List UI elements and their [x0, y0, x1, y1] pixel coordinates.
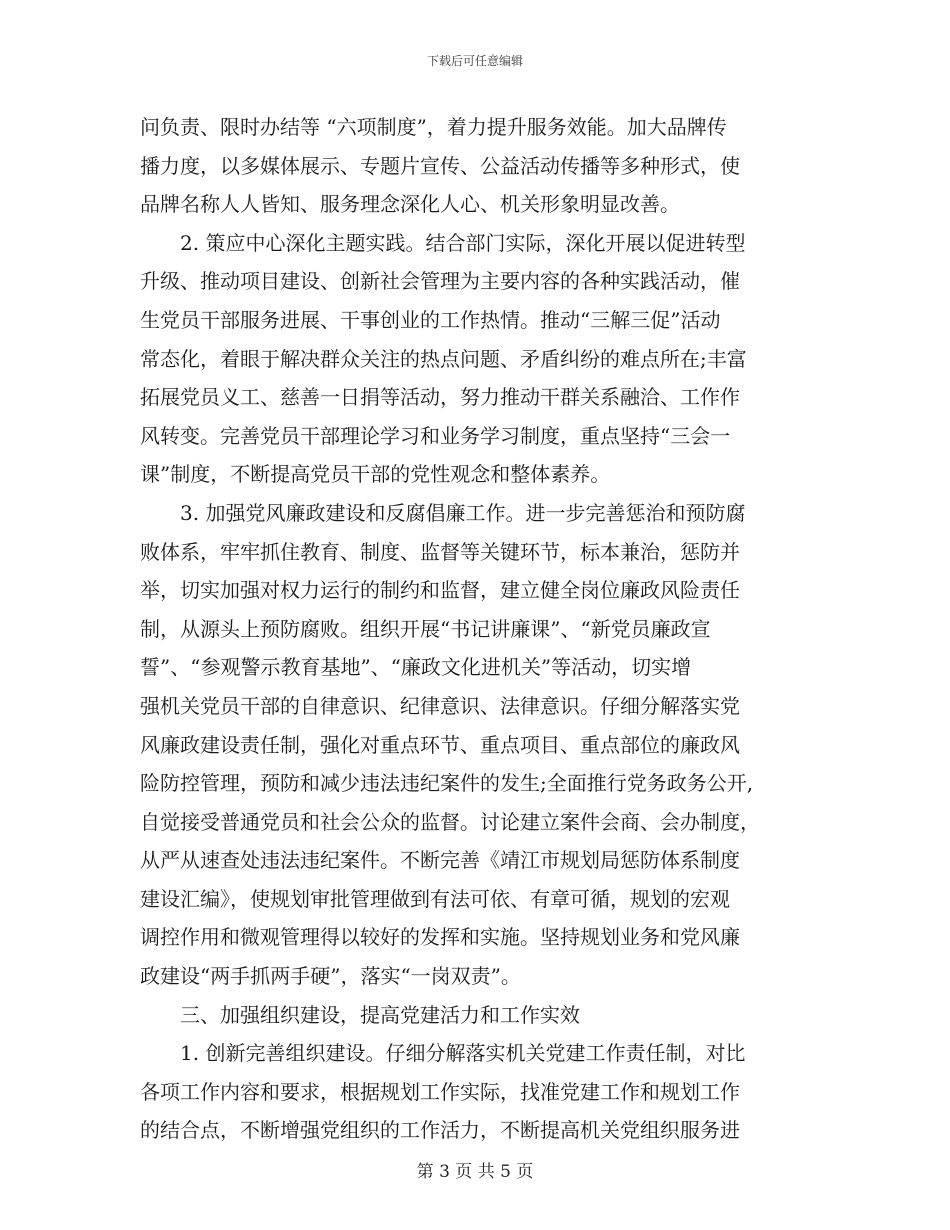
text-line: 升级、推动项目建设、创新社会管理为主要内容的各种实践活动，催: [140, 269, 740, 294]
text-line: 课”制度，不断提高党员干部的党性观念和整体素养。: [140, 462, 611, 487]
text-line: 品牌名称人人皆知、服务理念深化人心、机关形象明显改善。: [140, 192, 680, 217]
text-line: 拓展党员义工、慈善一日捐等活动，努力推动干群关系融洽、工作作: [140, 385, 740, 410]
text-line: 建设汇编》，使规划审批管理做到有法可依、有章可循，规划的宏观: [140, 886, 730, 911]
text-line: 败体系，牢牢抓住教育、制度、监督等关键环节，标本兼治，惩防并: [140, 539, 740, 564]
text-line: 常态化，着眼于解决群众关注的热点问题、矛盾纠纷的难点所在;丰富: [140, 346, 747, 371]
text-line: 强机关党员干部的自律意识、纪律意识、法律意识。仔细分解落实党: [140, 693, 740, 718]
paragraph-first-line: 1. 创新完善组织建设。仔细分解落实机关党建工作责任制，对比: [180, 1041, 746, 1066]
text-line: 调控作用和微观管理得以较好的发挥和实施。坚持规划业务和党风廉: [140, 925, 740, 950]
text-line: 生党员干部服务进展、干事创业的工作热情。推动“三解三促”活动: [140, 307, 721, 332]
text-line: 从严从速查处违法违纪案件。不断完善《靖江市规划局惩防体系制度: [140, 848, 740, 873]
text-line: 风廉政建设责任制，强化对重点环节、重点项目、重点部位的廉政风: [140, 732, 740, 757]
page-footer: 第 3 页 共 5 页: [416, 1162, 534, 1182]
paragraph-first-line: 2. 策应中心深化主题实践。结合部门实际，深化开展以促进转型: [180, 230, 746, 255]
text-line: 誓”、“参观警示教育基地”、“廉政文化进机关”等活动，切实增: [140, 655, 692, 680]
page-header: 下载后可任意编辑: [426, 54, 523, 68]
text-line: 问负责、限时办结等 “六项制度”，着力提升服务效能。加大品牌传: [140, 115, 727, 139]
text-line: 制，从源头上预防腐败。组织开展“书记讲廉课”、“新党员廉政宣: [140, 616, 711, 641]
text-line: 风转变。完善党员干部理论学习和业务学习制度，重点坚持“三会一: [140, 423, 731, 448]
text-line: 各项工作内容和要求，根据规划工作实际，找准党建工作和规划工作: [140, 1079, 740, 1104]
document-body: [140, 108, 840, 1150]
section-heading: 三、加强组织建设，提高党建活力和工作实效: [180, 1002, 580, 1027]
text-line: 播力度，以多媒体展示、专题片宣传、公益活动传播等多种形式，使: [140, 153, 740, 178]
text-line: 的结合点，不断增强党组织的工作活力，不断提高机关党组织服务进: [140, 1118, 740, 1143]
text-line: 政建设“两手抓两手硬”，落实“一岗双责”。: [140, 964, 521, 989]
paragraph-first-line: 3. 加强党风廉政建设和反腐倡廉工作。进一步完善惩治和预防腐: [180, 500, 746, 525]
text-line: 举，切实加强对权力运行的制约和监督，建立健全岗位廉政风险责任: [140, 578, 740, 603]
text-line: 险防控管理，预防和减少违法违纪案件的发生;全面推行党务政务公开,: [140, 771, 754, 796]
text-line: 自觉接受普通党员和社会公众的监督。讨论建立案件会商、会办制度，: [140, 809, 760, 834]
